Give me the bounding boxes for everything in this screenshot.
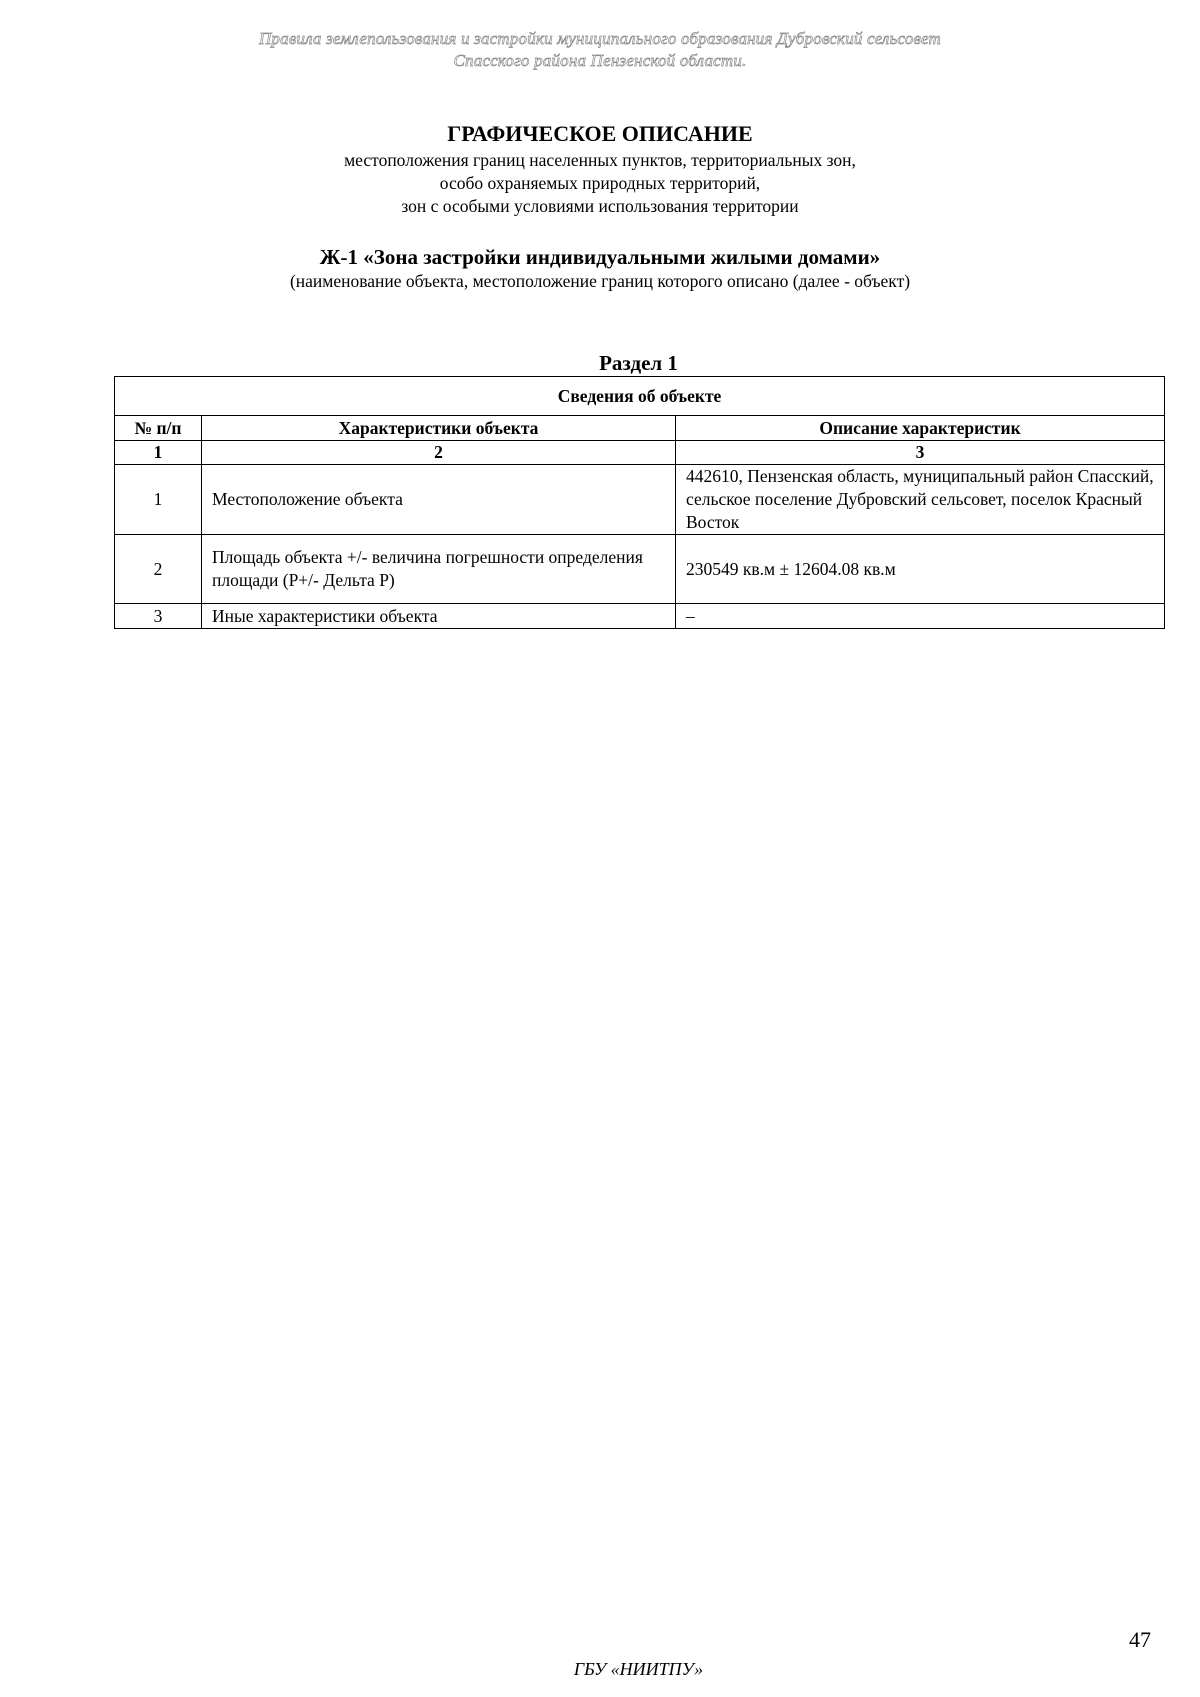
document-title: ГРАФИЧЕСКОЕ ОПИСАНИЕ [447, 121, 753, 146]
column-number-cell: 1 [115, 441, 202, 465]
column-number-cell: 2 [202, 441, 676, 465]
header-cell-description: Описание характеристик [676, 416, 1165, 441]
running-header-line-1: Правила землепользования и застройки муниципального образования Дубровский сельсовет [258, 29, 942, 48]
column-number-cell: 3 [676, 441, 1165, 465]
table-header-row [115, 416, 1165, 441]
running-header [0, 28, 1200, 72]
table-row [115, 535, 1165, 604]
table-row [115, 465, 1165, 535]
row-number-cell: 2 [115, 535, 202, 604]
row-characteristic-cell: Площадь объекта +/- величина погрешности определения площади (P+/- Дельта P) [202, 535, 676, 604]
table-caption-row [115, 377, 1165, 416]
row-characteristic-cell: Иные характеристики объекта [202, 604, 676, 629]
row-number-cell: 1 [115, 465, 202, 535]
document-subtitle-line-3: зон с особыми условиями использования территории [401, 196, 799, 216]
row-description-cell: 230549 кв.м ± 12604.08 кв.м [676, 535, 1165, 604]
footer-organization: ГБУ «НИИТПУ» [573, 1659, 704, 1679]
section-title: Раздел 1 [599, 351, 678, 375]
document-subtitle [0, 149, 1200, 218]
object-caption: (наименование объекта, местоположение границ которого описано (далее - объект) [289, 271, 911, 291]
running-header-line-2: Спасского района Пензенской области. [453, 51, 747, 70]
header-cell-characteristic: Характеристики объекта [202, 416, 676, 441]
table-row [115, 604, 1165, 629]
row-description-cell: – [676, 604, 1165, 629]
column-number-row [115, 441, 1165, 465]
header-cell-number: № п/п [115, 416, 202, 441]
row-number-cell: 3 [115, 604, 202, 629]
document-subtitle-line-2: особо охраняемых природных территорий, [439, 173, 761, 193]
page-number: 47 [1129, 1627, 1151, 1652]
row-description-cell: 442610, Пензенская область, муниципальный район Спасский, сельское поселение Дубровский сельсовет, поселок Красный Восток [676, 465, 1165, 535]
row-characteristic-cell: Местоположение объекта [202, 465, 676, 535]
object-name: Ж-1 «Зона застройки индивидуальными жилыми домами» [319, 245, 881, 269]
document-subtitle-line-1: местоположения границ населенных пунктов, территориальных зон, [344, 150, 856, 170]
table-caption: Сведения об объекте [115, 377, 1165, 416]
object-info-table [114, 376, 1165, 629]
